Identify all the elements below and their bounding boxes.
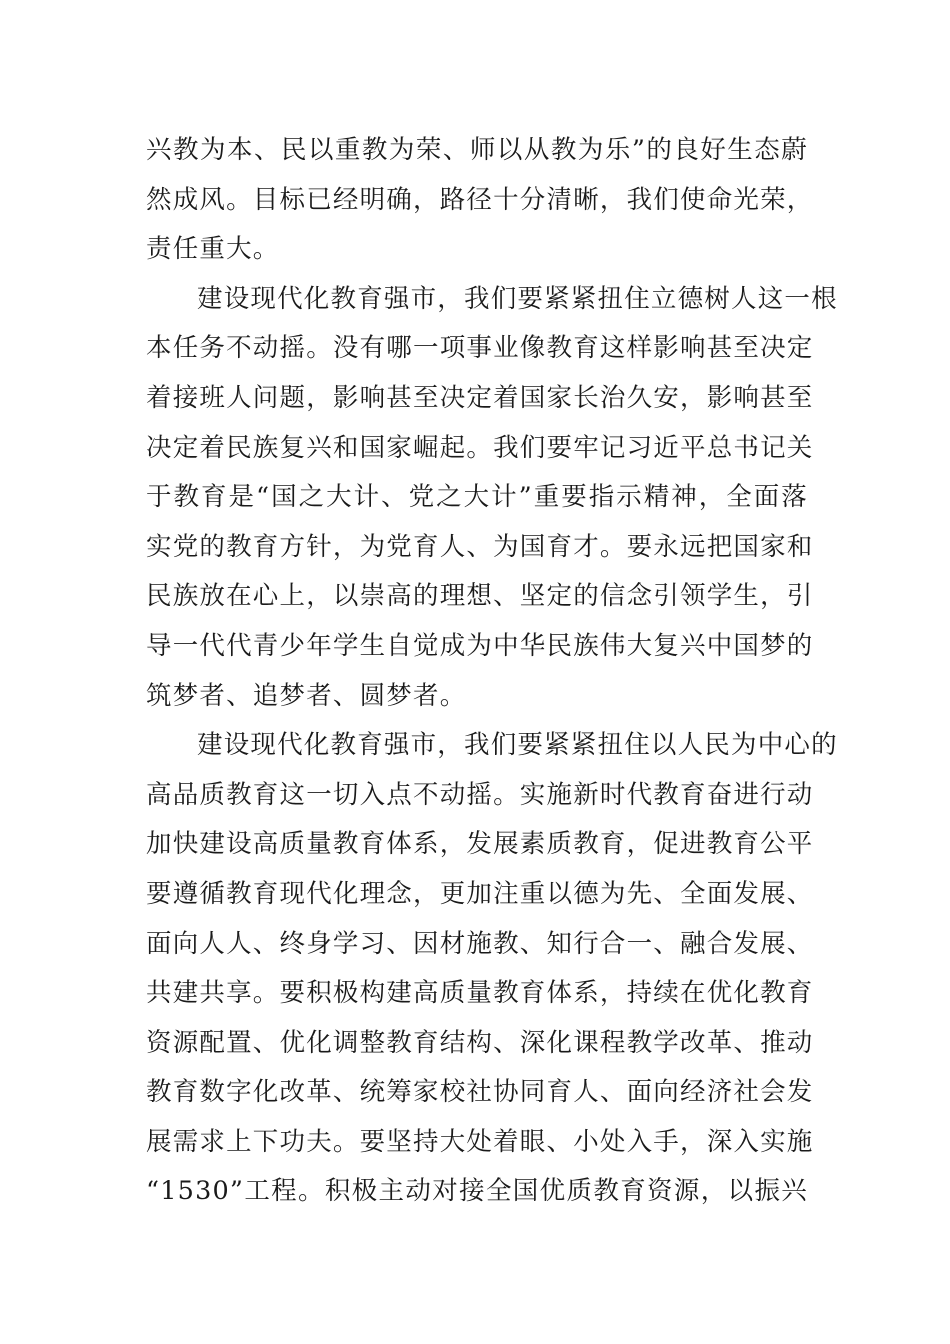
- paragraph-0-line-2: 责任重大。: [146, 234, 280, 265]
- paragraph-2-line-5: 共建共享。要积极构建高质量教育体系，持续在优化教育: [146, 978, 814, 1009]
- paragraph-1-line-0: 建设现代化教育强市，我们要紧紧扭住立德树人这一根: [197, 283, 838, 314]
- paragraph-0-line-0: 兴教为本、民以重教为荣、师以从教为乐”的良好生态蔚: [146, 135, 808, 165]
- paragraph-2-line-8: 展需求上下功夫。要坚持大处着眼、小处入手，深入实施: [146, 1126, 814, 1157]
- paragraph-1-line-5: 实党的教育方针，为党育人、为国育才。要永远把国家和: [146, 531, 814, 562]
- paragraph-1-line-2: 着接班人问题，影响甚至决定着国家长治久安，影响甚至: [146, 382, 814, 413]
- paragraph-2-line-6: 资源配置、优化调整教育结构、深化课程教学改革、推动: [146, 1027, 814, 1058]
- paragraph-1-line-6: 民族放在心上，以崇高的理想、坚定的信念引领学生，引: [146, 581, 814, 612]
- paragraph-0-line-1: 然成风。目标已经明确，路径十分清晰，我们使命光荣，: [146, 184, 814, 215]
- paragraph-2-line-2: 加快建设高质量教育体系，发展素质教育，促进教育公平: [146, 829, 814, 860]
- paragraph-2-line-1: 高品质教育这一切入点不动摇。实施新时代教育奋进行动: [146, 779, 814, 810]
- paragraph-2-line-7: 教育数字化改革、统筹家校社协同育人、面向经济社会发: [146, 1077, 814, 1108]
- paragraph-1-line-7: 导一代代青少年学生自觉成为中华民族伟大复兴中国梦的: [146, 630, 814, 661]
- paragraph-1-line-4: 于教育是“国之大计、党之大计”重要指示精神，全面落: [146, 482, 808, 513]
- paragraph-2-line-0: 建设现代化教育强市，我们要紧紧扭住以人民为中心的: [197, 730, 838, 761]
- paragraph-2-line-3: 要遵循教育现代化理念，更加注重以德为先、全面发展、: [146, 878, 814, 909]
- paragraph-2-line-4: 面向人人、终身学习、因材施教、知行合一、融合发展、: [146, 928, 814, 959]
- paragraph-1-line-1: 本任务不动摇。没有哪一项事业像教育这样影响甚至决定: [146, 333, 814, 364]
- paragraph-2-line-9: “1530”工程。积极主动对接全国优质教育资源，以振兴: [146, 1176, 808, 1207]
- document-body: [146, 126, 838, 1217]
- paragraph-1-line-3: 决定着民族复兴和国家崛起。我们要牢记习近平总书记关: [146, 432, 814, 463]
- paragraph-1-line-8: 筑梦者、追梦者、圆梦者。: [146, 680, 467, 711]
